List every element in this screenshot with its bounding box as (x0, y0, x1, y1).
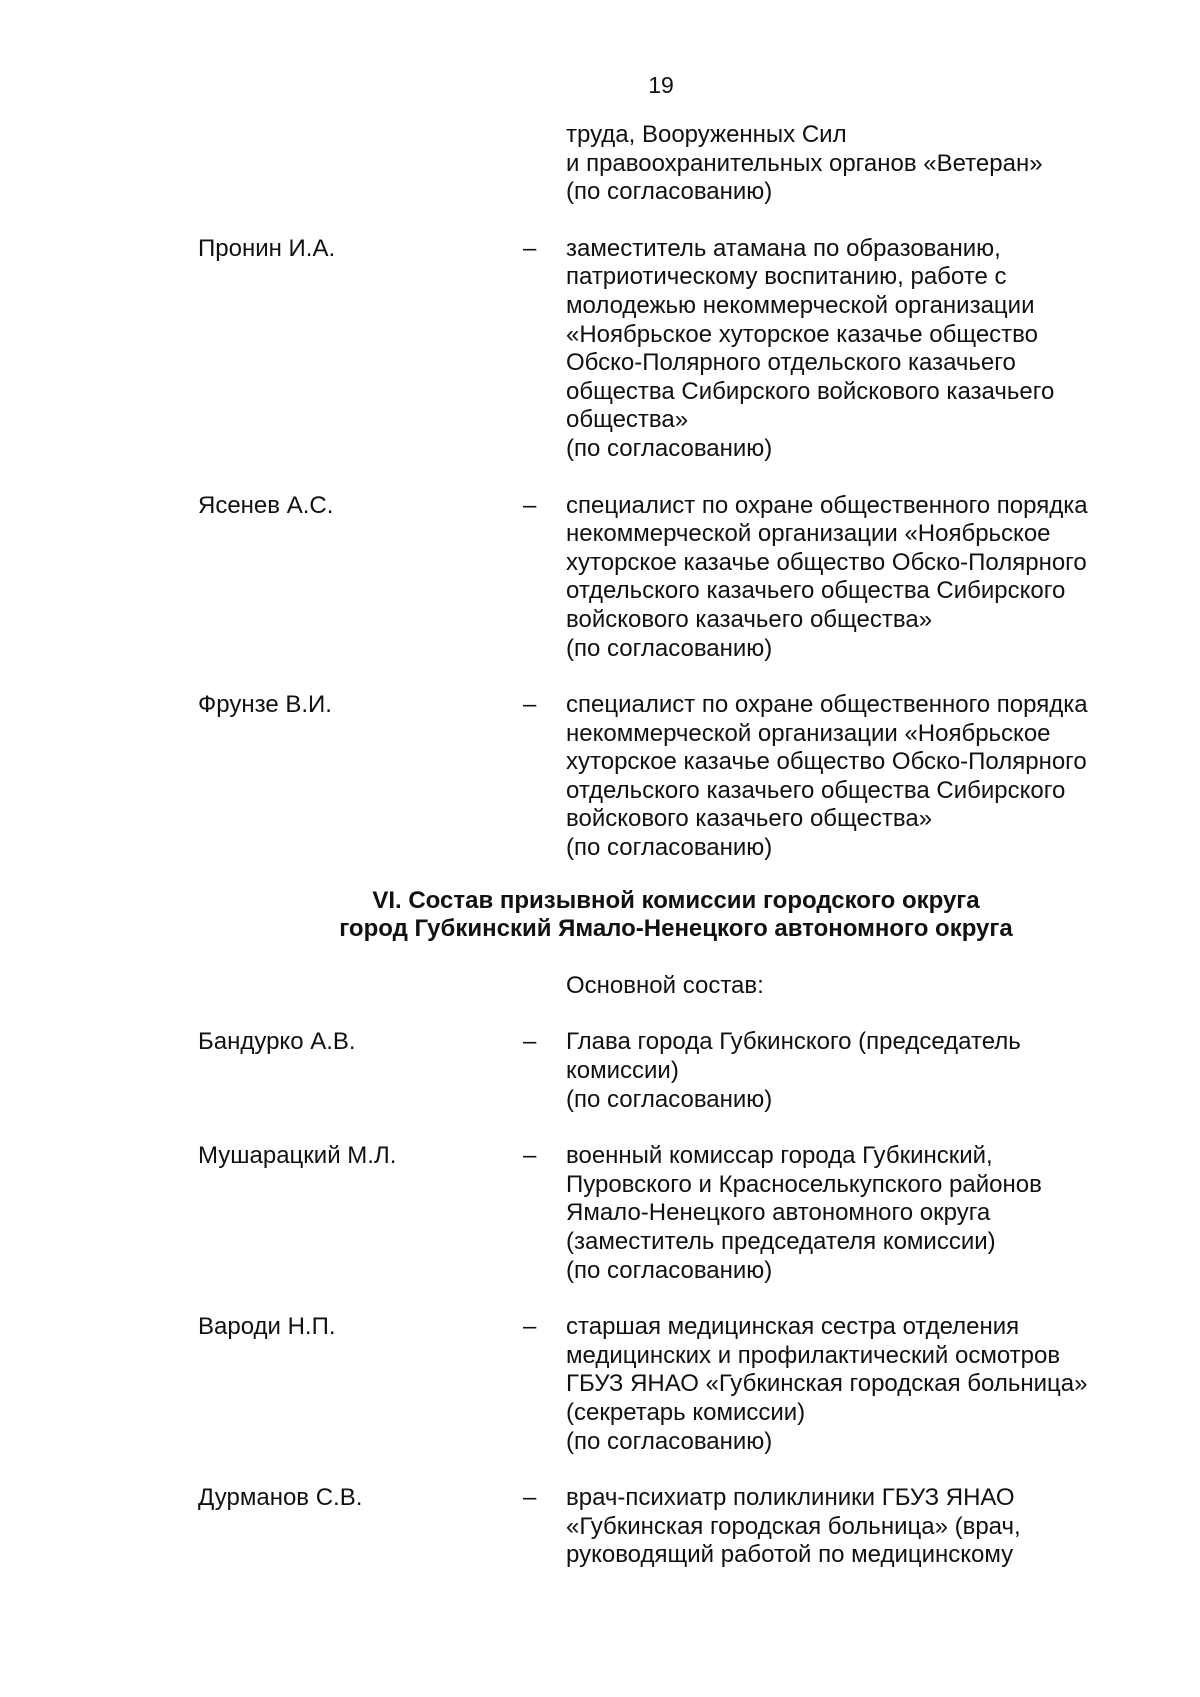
description-line: врач-психиатр поликлиники ГБУЗ ЯНАО (566, 1484, 1015, 1512)
member-role (566, 1484, 1176, 1570)
description-line: войскового казачьего общества» (566, 805, 933, 833)
member-role (566, 1142, 1176, 1285)
description-line: (заместитель председателя комиссии) (566, 1228, 996, 1255)
member-role (566, 492, 1176, 664)
dash-separator: – (523, 1313, 537, 1341)
dash-separator: – (523, 234, 537, 262)
description-line: руководящий работой по медицинскому (566, 1541, 1014, 1569)
member-name: Вароди Н.П. (198, 1313, 336, 1341)
member-role (566, 691, 1176, 863)
description-line: некоммерческой организации «Ноябрьское (566, 520, 1051, 548)
approval-note: (по согласованию) (566, 1256, 773, 1284)
member-role (566, 235, 1176, 464)
member-name: Мушарацкий М.Л. (198, 1142, 397, 1170)
description-line: военный комиссар города Губкинский, (566, 1142, 993, 1170)
section-title (0, 887, 1200, 944)
description-line: Обско-Полярного отдельского казачьего (566, 349, 1016, 377)
member-entry (0, 1028, 1200, 1114)
dash-separator: – (523, 491, 537, 519)
description-line: комиссии) (566, 1057, 679, 1085)
description-line: молодежью некоммерческой организации (566, 291, 1035, 319)
approval-note: (по согласованию) (566, 178, 773, 206)
description-line: труда, Вооруженных Сил (566, 121, 847, 148)
dash-separator: – (523, 1142, 537, 1170)
member-entry (0, 691, 1200, 863)
description-line: медицинских и профилактический осмотров (566, 1341, 1061, 1369)
description-line: некоммерческой организации «Ноябрьское (566, 719, 1051, 747)
member-name: Дурманов С.В. (198, 1484, 363, 1512)
member-entry (0, 1313, 1200, 1456)
description-line: Глава города Губкинского (председатель (566, 1028, 1021, 1056)
description-line: общества» (566, 406, 689, 434)
approval-note: (по согласованию) (566, 634, 773, 662)
description-line: Ямало-Ненецкого автономного округа (566, 1199, 991, 1227)
description-line: отдельского казачьего общества Сибирского (566, 776, 1066, 804)
description-line: патриотическому воспитанию, работе с (566, 263, 1007, 291)
member-role (566, 1313, 1176, 1456)
description-line: и правоохранительных органов «Ветеран» (566, 149, 1043, 177)
page-number: 19 (648, 72, 674, 98)
section-title-line: VI. Состав призывной комиссии городского округа (372, 886, 980, 914)
description-line: хуторское казачье общество Обско-Полярного (566, 548, 1087, 576)
description-line: общества Сибирского войскового казачьего (566, 377, 1055, 405)
member-name: Бандурко А.В. (198, 1028, 356, 1056)
member-name: Ясенев А.С. (198, 491, 334, 519)
description-line: войскового казачьего общества» (566, 605, 933, 633)
approval-note: (по согласованию) (566, 1427, 773, 1455)
approval-note: (по согласованию) (566, 434, 773, 462)
member-role (566, 1028, 1176, 1114)
description-line: ГБУЗ ЯНАО «Губкинская городская больница» (566, 1370, 1088, 1398)
continuation-entry (0, 121, 1200, 207)
description-line: заместитель атамана по образованию, (566, 234, 1001, 262)
section-title-line: город Губкинский Ямало-Ненецкого автономного округа (339, 915, 1013, 943)
description-line: отдельского казачьего общества Сибирского (566, 577, 1066, 605)
member-entry (0, 235, 1200, 464)
member-name: Фрунзе В.И. (198, 691, 332, 719)
description-line: «Ноябрьское хуторское казачье общество (566, 320, 1038, 348)
description-line: Пуровского и Красноселькупского районов (566, 1170, 1042, 1198)
description-line: старшая медицинская сестра отделения (566, 1313, 1020, 1341)
description-line: хуторское казачье общество Обско-Полярного (566, 748, 1087, 776)
member-name: Пронин И.А. (198, 234, 336, 262)
description-line: «Губкинская городская больница» (врач, (566, 1512, 1021, 1540)
dash-separator: – (523, 1484, 537, 1512)
description-line: специалист по охране общественного порядка (566, 491, 1088, 519)
continuation-description (566, 121, 1176, 207)
member-entry (0, 1142, 1200, 1285)
approval-note: (по согласованию) (566, 834, 773, 862)
description-line: (секретарь комиссии) (566, 1398, 806, 1426)
approval-note: (по согласованию) (566, 1085, 773, 1113)
member-entry (0, 1484, 1200, 1570)
member-entry (0, 492, 1200, 664)
document-body (0, 121, 1200, 1570)
description-line: специалист по охране общественного порядка (566, 691, 1088, 719)
dash-separator: – (523, 691, 537, 719)
dash-separator: – (523, 1028, 537, 1056)
section-subheading: Основной состав: (566, 971, 764, 999)
